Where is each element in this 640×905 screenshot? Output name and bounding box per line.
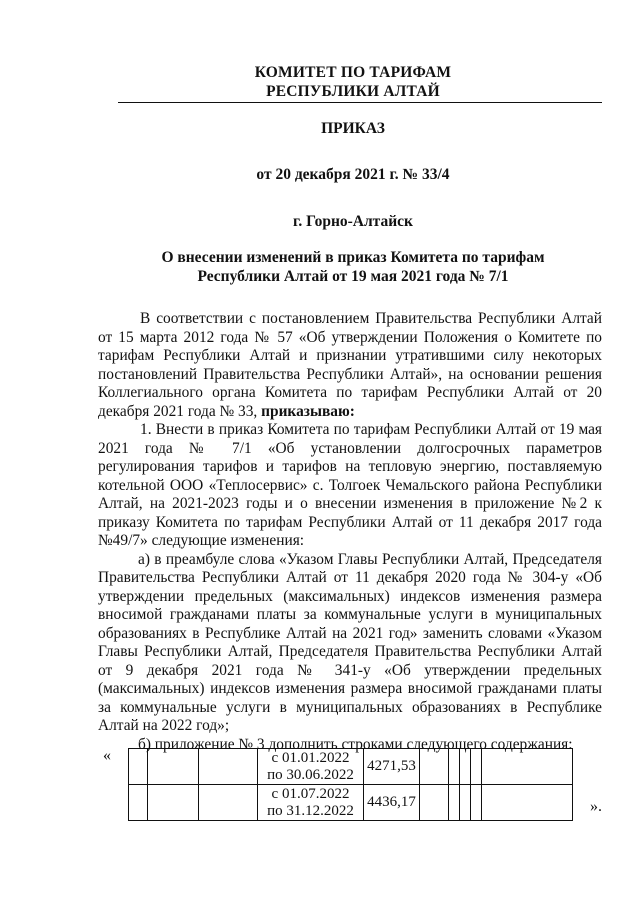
item-1-paragraph: 1. Внести в приказ Комитета по тарифам Республики Алтай от 19 мая 2021 года № 7/1 «Об установлении долгосрочных параметров регулирования тарифов и тарифов на тепловую энергию, поставляемую котельной ООО «Теплосервис» с. Толгоек Чемальского района Республики Алтай, на 2021-2023 годы и о внесении изменения в приложение №2 к приказу Комитета по тарифам Республики Алтай от 11 декабря 2017 года №49/7» следующие изменения: <box>98 421 602 549</box>
committee-name-line-2: РЕСПУБЛИКИ АЛТАЙ <box>266 83 440 100</box>
item-a-paragraph: а) в преамбуле слова «Указом Главы Республики Алтай, Председателя Правительства Республики Алтай от 11 декабря 2020 года № 304-у «Об утверждении предельных (максимальных) индексов изменения размера вносимой гражданами платы за коммунальные услуги в муниципальных образованиях в Республике Алтай на 2021 год» заменить словами «Указом Главы Республики Алтай, Председателя Правительства Республики Алтай от 9 декабря 2021 года № 341-у «Об утверждении предельных (максимальных) индексов изменения размера вносимой гражданами платы за коммунальные услуги в муниципальных образованиях в Республике Алтай на 2022 год»; <box>98 550 602 734</box>
tariff-value-cell: 4436,17 <box>364 785 420 821</box>
item-b-paragraph: б) приложение № 3 дополнить строками следующего содержания: <box>138 735 573 753</box>
preamble-directive: приказываю: <box>261 402 355 420</box>
period-from: с 01.07.2022 <box>271 785 350 802</box>
committee-name-line-1: КОМИТЕТ ПО ТАРИФАМ <box>254 64 452 81</box>
order-date-number: от 20 декабря 2021 г. № 33/4 <box>256 166 450 183</box>
period-cell <box>258 749 364 785</box>
period-to: по 30.06.2022 <box>267 766 354 783</box>
order-subject-line-1: О внесении изменений в приказ Комитета по тарифам <box>161 249 545 266</box>
table-row <box>129 785 573 821</box>
tariff-value-cell: 4271,53 <box>364 749 420 785</box>
addendum-table-wrapper <box>128 748 573 821</box>
period-to: по 31.12.2022 <box>267 802 354 819</box>
table-open-quote: « <box>103 747 111 764</box>
order-city: г. Горно-Алтайск <box>293 213 413 230</box>
addendum-table <box>128 748 573 821</box>
order-subject-line-2: Республики Алтай от 19 мая 2021 года № 7/1 <box>197 268 509 285</box>
period-from: с 01.01.2022 <box>271 749 350 766</box>
table-close-quote: ». <box>590 798 602 815</box>
order-body <box>98 310 602 754</box>
preamble-text: В соответствии с постановлением Правительства Республики Алтай от 15 марта 2012 года № 57 «Об утверждении Положения о Комитете по тарифам Республики Алтай и признании утратившими силу некоторых постановлений Правительства Республики Алтай», на основании решения Коллегиального органа Комитета по тарифам Республики Алтай от 20 декабря 2021 года № 33, <box>98 310 602 420</box>
header-divider <box>118 102 602 103</box>
period-cell <box>258 785 364 821</box>
document-title: ПРИКАЗ <box>321 120 385 137</box>
table-row <box>129 749 573 785</box>
preamble-paragraph <box>98 310 602 421</box>
